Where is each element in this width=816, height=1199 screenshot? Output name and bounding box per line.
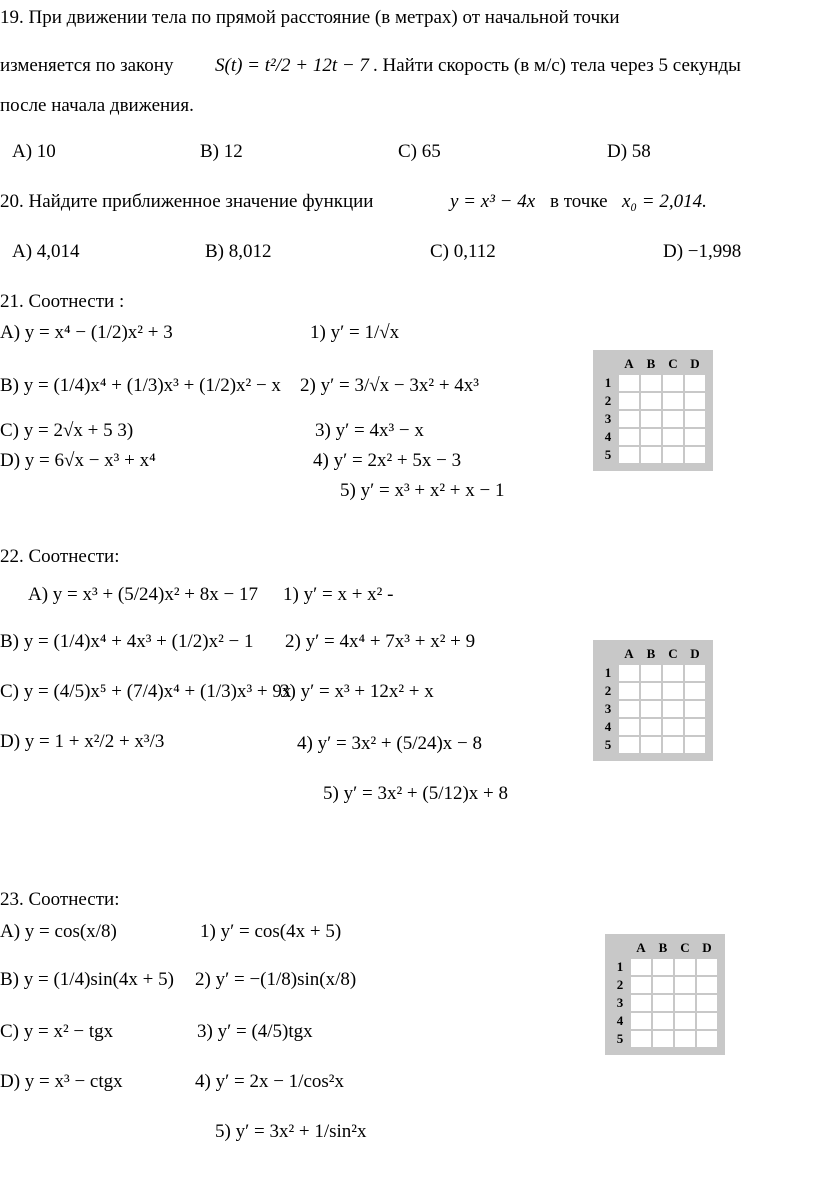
p21-right-1: 1) y′ = 1/√x: [310, 322, 400, 343]
p22-right-3: 3) y′ = x³ + 12x² + x: [280, 681, 434, 702]
grid-cell[interactable]: [663, 393, 683, 409]
grid-row-header: 2: [604, 393, 612, 408]
p19-answer-c: C) 65: [398, 141, 441, 162]
grid-corner: [599, 645, 617, 663]
p23-right-2: 2) y′ = −(1/8)sin(x/8): [195, 969, 357, 990]
grid-row-header: 1: [604, 665, 612, 680]
grid-cell[interactable]: [653, 959, 673, 975]
grid-cell[interactable]: [641, 665, 661, 681]
grid-corner: [599, 355, 617, 373]
grid-cell[interactable]: [663, 737, 683, 753]
grid-cell[interactable]: [619, 429, 639, 445]
grid-cell[interactable]: [675, 995, 695, 1011]
grid-cell[interactable]: [641, 375, 661, 391]
p23-left-b: B) y = (1/4)sin(4x + 5): [0, 969, 174, 990]
grid-cell[interactable]: [619, 411, 639, 427]
grid-cell[interactable]: [619, 683, 639, 699]
p20-answer-b: B) 8,012: [205, 241, 272, 262]
grid-cell[interactable]: [619, 701, 639, 717]
grid-cell[interactable]: [697, 1031, 717, 1047]
grid-col-header: D: [690, 646, 700, 661]
p22-left-a: A) y = x³ + (5/24)x² + 8x − 17: [28, 584, 258, 605]
grid-col-header: A: [624, 356, 634, 371]
p19-line2: изменяется по закону: [0, 55, 174, 76]
grid-row-header: 1: [604, 375, 612, 390]
grid-cell[interactable]: [631, 959, 651, 975]
grid-cell[interactable]: [619, 393, 639, 409]
p20-answer-a: A) 4,014: [12, 241, 80, 262]
grid-cell[interactable]: [697, 959, 717, 975]
grid-col-header: A: [624, 646, 634, 661]
grid-cell[interactable]: [641, 701, 661, 717]
p19-answer-d: D) 58: [607, 141, 651, 162]
p21-right-3: 3) y′ = 4x³ − x: [315, 420, 424, 441]
p23-right-1: 1) y′ = cos(4x + 5): [200, 921, 342, 942]
grid-col-header: B: [658, 940, 668, 955]
p20-text: 20. Найдите приближенное значение функции: [0, 191, 374, 212]
grid-cell[interactable]: [685, 737, 705, 753]
grid-cell[interactable]: [619, 719, 639, 735]
grid-col-header: A: [636, 940, 646, 955]
grid-cell[interactable]: [631, 1031, 651, 1047]
grid-cell[interactable]: [631, 1013, 651, 1029]
grid-cell[interactable]: [675, 1013, 695, 1029]
grid-col-header: C: [680, 940, 690, 955]
grid-cell[interactable]: [685, 683, 705, 699]
p22-right-2: 2) y′ = 4x⁴ + 7x³ + x² + 9: [285, 631, 476, 652]
grid-cell[interactable]: [641, 737, 661, 753]
p20-answer-c: C) 0,112: [430, 241, 496, 262]
grid-cell[interactable]: [641, 429, 661, 445]
grid-cell[interactable]: [653, 977, 673, 993]
grid-row-header: 4: [604, 429, 612, 444]
p23-right-5: 5) y′ = 3x² + 1/sin²x: [215, 1121, 367, 1142]
answer-grid-23: [605, 934, 725, 1055]
grid-cell[interactable]: [653, 1031, 673, 1047]
p21-right-4: 4) y′ = 2x² + 5x − 3: [313, 450, 462, 471]
grid-cell[interactable]: [641, 393, 661, 409]
grid-cell[interactable]: [675, 959, 695, 975]
grid-cell[interactable]: [697, 977, 717, 993]
grid-cell[interactable]: [685, 429, 705, 445]
grid-row-header: 5: [604, 447, 612, 462]
grid-row-header: 3: [604, 701, 612, 716]
grid-cell[interactable]: [619, 737, 639, 753]
grid-row-header: 5: [604, 737, 612, 752]
grid-cell[interactable]: [663, 375, 683, 391]
p21-left-c: C) y = 2√x + 5 3): [0, 420, 134, 441]
p21-right-5: 5) y′ = x³ + x² + x − 1: [340, 480, 505, 501]
grid-col-header: C: [668, 646, 678, 661]
grid-cell[interactable]: [641, 719, 661, 735]
p22-left-b: B) y = (1/4)x⁴ + 4x³ + (1/2)x² − 1: [0, 631, 254, 652]
grid-cell[interactable]: [685, 411, 705, 427]
grid-col-header: D: [690, 356, 700, 371]
p20-at: в точке: [550, 191, 608, 212]
p23-left-c: C) y = x² − tgx: [0, 1021, 114, 1042]
answer-grid-21: [593, 350, 713, 471]
grid-cell[interactable]: [641, 411, 661, 427]
p21-left-d: D) y = 6√x − x³ + x⁴: [0, 450, 156, 471]
grid-cell[interactable]: [631, 995, 651, 1011]
grid-row-header: 3: [604, 411, 612, 426]
grid-cell[interactable]: [619, 447, 639, 463]
grid-cell[interactable]: [685, 447, 705, 463]
grid-col-header: D: [702, 940, 712, 955]
p23-left-a: A) y = cos(x/8): [0, 921, 117, 942]
grid-cell[interactable]: [685, 719, 705, 735]
grid-cell[interactable]: [663, 683, 683, 699]
p19-line2b: . Найти скорость (в м/с) тела через 5 секунды: [373, 55, 741, 76]
grid-cell[interactable]: [653, 995, 673, 1011]
p20-formula: y = x³ − 4x: [450, 191, 536, 212]
grid-col-header: B: [646, 356, 656, 371]
grid-row-header: 5: [616, 1031, 624, 1046]
grid-cell[interactable]: [663, 429, 683, 445]
p19-line1: 19. При движении тела по прямой расстояние (в метрах) от начальной точки: [0, 7, 620, 28]
grid-cell[interactable]: [685, 665, 705, 681]
grid-cell[interactable]: [685, 701, 705, 717]
grid-col-header: B: [646, 646, 656, 661]
answer-grid-22: [593, 640, 713, 761]
p23-left-d: D) y = x³ − ctgx: [0, 1071, 123, 1092]
grid-cell[interactable]: [663, 447, 683, 463]
p23-right-4: 4) y′ = 2x − 1/cos²x: [195, 1071, 344, 1092]
grid-cell[interactable]: [697, 995, 717, 1011]
p20-point: x₀ = 2,014.: [622, 191, 707, 212]
p22-title: 22. Соотнести:: [0, 546, 120, 567]
p21-title: 21. Соотнести :: [0, 291, 125, 312]
grid-row-header: 2: [616, 977, 624, 992]
grid-col-header: C: [668, 356, 678, 371]
grid-row-header: 1: [616, 959, 624, 974]
p22-right-4: 4) y′ = 3x² + (5/24)x − 8: [297, 733, 483, 754]
grid-row-header: 2: [604, 683, 612, 698]
grid-cell[interactable]: [663, 719, 683, 735]
p21-left-b: B) y = (1/4)x⁴ + (1/3)x³ + (1/2)x² − x: [0, 375, 281, 396]
grid-cell[interactable]: [641, 683, 661, 699]
grid-row-header: 3: [616, 995, 624, 1010]
p19-answer-a: A) 10: [12, 141, 56, 162]
grid-cell[interactable]: [619, 375, 639, 391]
grid-row-header: 4: [604, 719, 612, 734]
grid-cell[interactable]: [619, 665, 639, 681]
p19-line3: после начала движения.: [0, 95, 194, 116]
grid-row-header: 4: [616, 1013, 624, 1028]
p23-right-3: 3) y′ = (4/5)tgx: [197, 1021, 313, 1042]
p22-right-5: 5) y′ = 3x² + (5/12)x + 8: [323, 783, 509, 804]
p19-answer-b: B) 12: [200, 141, 243, 162]
grid-cell[interactable]: [631, 977, 651, 993]
p21-right-2: 2) y′ = 3/√x − 3x² + 4x³: [300, 375, 479, 396]
grid-cell[interactable]: [653, 1013, 673, 1029]
grid-cell[interactable]: [641, 447, 661, 463]
grid-cell[interactable]: [663, 701, 683, 717]
grid-cell[interactable]: [675, 977, 695, 993]
p23-title: 23. Соотнести:: [0, 889, 120, 910]
p21-left-a: A) y = x⁴ − (1/2)x² + 3: [0, 322, 173, 343]
grid-cell[interactable]: [685, 375, 705, 391]
grid-corner: [611, 939, 629, 957]
grid-cell[interactable]: [685, 393, 705, 409]
grid-cell[interactable]: [663, 411, 683, 427]
p22-left-d: D) y = 1 + x²/2 + x³/3: [0, 731, 165, 752]
p22-left-c: C) y = (4/5)x⁵ + (7/4)x⁴ + (1/3)x³ + 9x: [0, 681, 292, 702]
p20-answer-d: D) −1,998: [663, 241, 742, 262]
grid-cell[interactable]: [697, 1013, 717, 1029]
p19-formula: S(t) = t²/2 + 12t − 7: [215, 55, 369, 76]
grid-cell[interactable]: [663, 665, 683, 681]
grid-cell[interactable]: [675, 1031, 695, 1047]
p22-right-1: 1) y′ = x + x² -: [283, 584, 394, 605]
